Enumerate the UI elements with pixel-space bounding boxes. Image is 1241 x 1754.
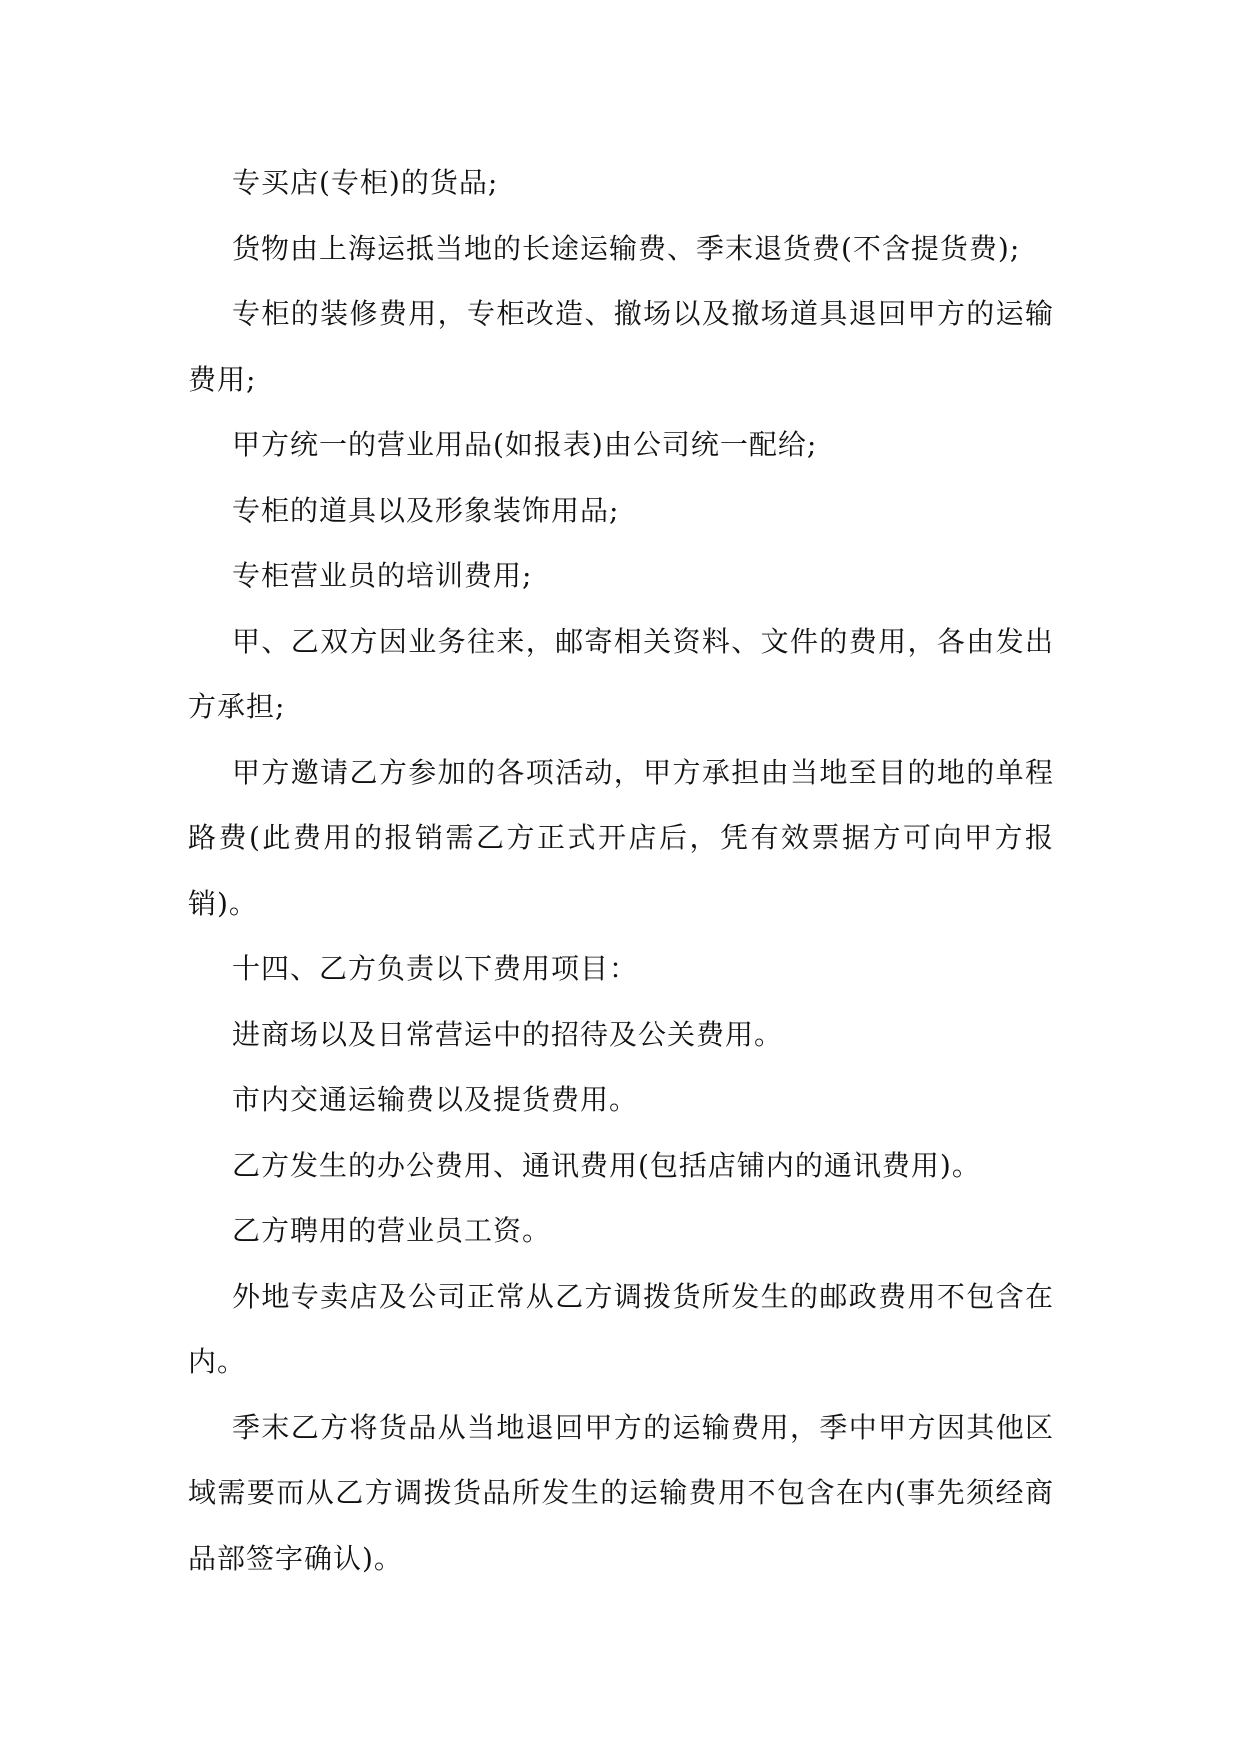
paragraph-6: 专柜营业员的培训费用;: [232, 559, 533, 592]
paragraph-4: 甲方统一的营业用品(如报表)由公司统一配给;: [232, 428, 818, 461]
paragraph-10: 进商场以及日常营运中的招待及公关费用。: [232, 1017, 784, 1051]
paragraph-7: 甲、乙双方因业务往来，邮寄相关资料、文件的费用，各由发出方承担;: [188, 624, 1054, 723]
document-page: [188, 150, 1054, 1591]
paragraph-13: 乙方聘用的营业员工资。: [232, 1214, 552, 1247]
paragraph-11: 市内交通运输费以及提货费用。: [232, 1083, 639, 1116]
paragraph-5: 专柜的道具以及形象装饰用品;: [232, 493, 620, 527]
section-heading-14: 十四、乙方负责以下费用项目：: [232, 952, 639, 985]
paragraph-12: 乙方发生的办公费用、通讯费用(包括店铺内的通讯费用)。: [232, 1148, 981, 1182]
paragraph-1: 专买店(专柜)的货品;: [232, 166, 499, 199]
paragraph-8: 甲方邀请乙方参加的各项活动，甲方承担由当地至目的地的单程路费(此费用的报销需乙方正式开店后，凭有效票据方可向甲方报销)。: [188, 755, 1054, 920]
paragraph-14: 外地专卖店及公司正常从乙方调拨货所发生的邮政费用不包含在内。: [188, 1279, 1054, 1378]
paragraph-2: 货物由上海运抵当地的长途运输费、季末退货费(不含提货费);: [232, 231, 1021, 265]
paragraph-3: 专柜的装修费用，专柜改造、撤场以及撤场道具退回甲方的运输费用;: [188, 297, 1054, 396]
paragraph-15: 季末乙方将货品从当地退回甲方的运输费用，季中甲方因其他区域需要而从乙方调拨货品所发生的运输费用不包含在内(事先须经商品部签字确认)。: [188, 1410, 1054, 1575]
